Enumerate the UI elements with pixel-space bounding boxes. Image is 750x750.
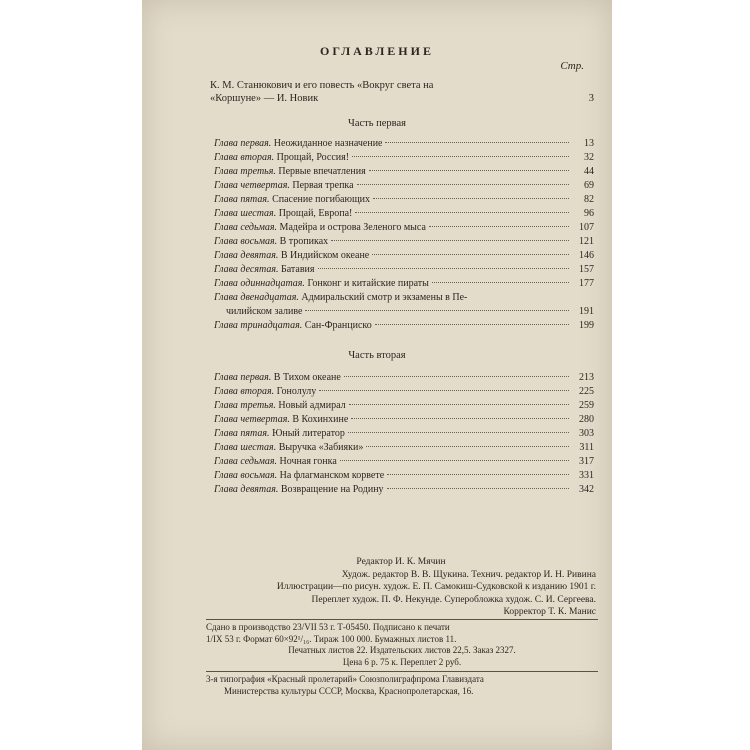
intro-line-2: «Коршуне» — И. Новик xyxy=(210,93,319,104)
chapter-page: 303 xyxy=(579,428,594,439)
chapter-label: Глава пятая. xyxy=(214,194,270,205)
printer-line: Министерства культуры СССР, Москва, Краснопролетарская, 16. xyxy=(224,685,474,696)
toc-entry xyxy=(214,456,594,470)
chapter-title: Первые впечатления xyxy=(278,166,366,177)
toc-entry xyxy=(214,152,594,166)
chapter-title: В Кохинхине xyxy=(292,414,349,425)
imprint-line: Цена 6 р. 75 к. Переплет 2 руб. xyxy=(342,656,462,667)
chapter-label: Глава третья. xyxy=(214,166,276,177)
toc-entry xyxy=(214,414,594,428)
credit-editor: Редактор И. К. Мячин xyxy=(356,557,446,567)
toc-entry xyxy=(214,386,594,400)
chapter-title: Мадейра и острова Зеленого мыса xyxy=(279,222,426,233)
credit-binding: Переплет худож. П. Ф. Некунде. Суперобложка худож. С. И. Сергеева. xyxy=(311,594,596,605)
chapter-page: 311 xyxy=(579,442,594,453)
credit-proofreader: Корректор Т. К. Манис xyxy=(503,607,596,617)
chapter-title: Первая трепка xyxy=(292,180,354,191)
chapter-title: Гонолулу xyxy=(276,386,317,397)
chapter-page: 96 xyxy=(584,208,594,219)
toc-title: ОГЛАВЛЕНИЕ xyxy=(320,44,434,58)
toc-entry xyxy=(214,470,594,484)
chapter-label: Глава вторая. xyxy=(214,152,275,163)
dot-leader xyxy=(355,212,569,213)
chapter-title: Гонконг и китайские пираты xyxy=(307,278,429,289)
chapter-page: 259 xyxy=(579,400,594,411)
dot-leader xyxy=(387,474,569,475)
chapter-page: 199 xyxy=(579,320,594,331)
toc-entry xyxy=(214,320,594,334)
chapter-label: Глава тринадцатая. xyxy=(214,320,303,331)
chapter-title: Спасение погибающих xyxy=(272,194,371,205)
toc-entry xyxy=(214,292,594,320)
divider xyxy=(206,619,598,620)
chapter-page: 69 xyxy=(584,180,594,191)
toc-entry xyxy=(214,400,594,414)
chapter-title: Прощай, Европа! xyxy=(278,208,353,219)
chapter-label: Глава седьмая. xyxy=(214,456,278,467)
dot-leader xyxy=(340,460,569,461)
toc-entry xyxy=(214,250,594,264)
chapter-label: Глава четвертая. xyxy=(214,180,290,191)
chapter-label: Глава третья. xyxy=(214,400,276,411)
toc-entry xyxy=(214,372,594,386)
chapter-page: 225 xyxy=(579,386,594,397)
dot-leader xyxy=(348,432,569,433)
chapter-label: Глава вторая. xyxy=(214,386,275,397)
chapter-page: 107 xyxy=(579,222,594,233)
dot-leader xyxy=(331,240,569,241)
toc-entry xyxy=(214,180,594,194)
toc-entry xyxy=(214,166,594,180)
chapter-title: В тропиках xyxy=(279,236,329,247)
chapter-label: Глава шестая. xyxy=(214,208,277,219)
chapter-title: Неожиданное назначение xyxy=(273,138,383,149)
chapter-label: Глава девятая. xyxy=(214,484,279,495)
credit-illustrations: Иллюстрации—по рисун. худож. Е. П. Самокиш-Судковской к изданию 1901 г. xyxy=(276,582,596,592)
dot-leader xyxy=(357,184,569,185)
toc-entry xyxy=(214,194,594,208)
toc-entry xyxy=(214,278,594,292)
chapter-title: Возвращение на Родину xyxy=(280,484,384,495)
divider xyxy=(206,671,598,672)
chapter-label: Глава пятая. xyxy=(214,428,270,439)
chapter-label: Глава седьмая. xyxy=(214,222,278,233)
chapter-page: 121 xyxy=(579,236,594,247)
chapter-title: Новый адмирал xyxy=(278,400,346,411)
chapter-label: Глава одиннадцатая. xyxy=(214,278,305,289)
chapter-label: Глава восьмая. xyxy=(214,236,278,247)
chapter-page: 157 xyxy=(579,264,594,275)
credit-art-editor: Худож. редактор В. В. Щукина. Технич. редактор И. Н. Ривина xyxy=(341,569,596,580)
intro-line-1: К. М. Станюкович и его повесть «Вокруг света на xyxy=(210,80,434,91)
dot-leader xyxy=(429,226,569,227)
toc-entry xyxy=(214,138,594,152)
book-page xyxy=(142,0,612,750)
dot-leader xyxy=(366,446,569,447)
chapter-page: 213 xyxy=(579,372,594,383)
chapter-title: На флагманском корвете xyxy=(279,470,385,481)
chapter-page: 13 xyxy=(584,138,594,149)
toc-entry xyxy=(214,264,594,278)
chapter-title: Батавия xyxy=(280,264,315,275)
chapter-label: Глава первая. xyxy=(214,372,272,383)
chapter-page: 82 xyxy=(584,194,594,205)
chapter-page: 331 xyxy=(579,470,594,481)
chapter-label: Глава девятая. xyxy=(214,250,279,261)
dot-leader xyxy=(349,404,569,405)
imprint-line: Сдано в производство 23/VII 53 г. Т-05450. Подписано к печати xyxy=(206,622,450,632)
chapter-title: Адмиральский смотр и экзамены в Пе- xyxy=(301,292,468,303)
chapter-title: Юный литератор xyxy=(272,428,345,439)
chapter-page: 44 xyxy=(584,166,594,177)
chapter-page: 280 xyxy=(579,414,594,425)
toc-entry xyxy=(214,442,594,456)
toc-entry xyxy=(214,208,594,222)
chapter-label: Глава четвертая. xyxy=(214,414,290,425)
toc-entry xyxy=(214,484,594,498)
chapter-page: 177 xyxy=(579,278,594,289)
toc-entry xyxy=(214,428,594,442)
part-two-title: Часть вторая xyxy=(348,350,406,361)
intro-entry xyxy=(210,79,594,105)
credits-block xyxy=(206,556,596,619)
toc-entry xyxy=(214,222,594,236)
part-two-toc xyxy=(214,372,594,498)
chapter-title-continued: чилийском заливе xyxy=(226,306,303,317)
chapter-title: В Тихом океане xyxy=(273,372,341,383)
chapter-page: 317 xyxy=(579,456,594,467)
toc-entry xyxy=(214,236,594,250)
chapter-page: 146 xyxy=(579,250,594,261)
imprint-block xyxy=(206,622,598,668)
printer-block xyxy=(206,674,598,697)
dot-leader xyxy=(385,142,569,143)
dot-leader xyxy=(369,170,569,171)
dot-leader xyxy=(372,254,569,255)
dot-leader xyxy=(387,488,569,489)
imprint-line: 1/IX 53 г. Формат 60×92¹/₁₆. Тираж 100 000. Бумажных листов 11. xyxy=(206,633,457,644)
dot-leader xyxy=(318,268,569,269)
intro-page: 3 xyxy=(588,93,594,104)
page-column-label: Стр. xyxy=(560,60,584,72)
imprint-line: Печатных листов 22. Издательских листов 22,5. Заказ 2327. xyxy=(288,645,516,655)
chapter-title: В Индийском океане xyxy=(280,250,370,261)
dot-leader xyxy=(373,198,569,199)
chapter-page: 32 xyxy=(584,152,594,163)
part-one-title: Часть первая xyxy=(348,118,406,129)
chapter-label: Глава двенадцатая. xyxy=(214,292,299,303)
chapter-title: Ночная гонка xyxy=(279,456,337,467)
dot-leader xyxy=(305,310,569,311)
chapter-label: Глава шестая. xyxy=(214,442,277,453)
chapter-title: Выручка «Забияки» xyxy=(278,442,364,453)
chapter-title: Прощай, Россия! xyxy=(276,152,350,163)
dot-leader xyxy=(432,282,569,283)
chapter-page: 191 xyxy=(579,306,594,317)
dot-leader xyxy=(351,418,569,419)
part-one-toc xyxy=(214,138,594,334)
dot-leader xyxy=(319,390,569,391)
printer-line: 3-я типография «Красный пролетарий» Союзполиграфпрома Главиздата xyxy=(206,674,484,684)
dot-leader xyxy=(344,376,569,377)
chapter-page: 342 xyxy=(579,484,594,495)
chapter-label: Глава первая. xyxy=(214,138,272,149)
chapter-label: Глава десятая. xyxy=(214,264,279,275)
chapter-label: Глава восьмая. xyxy=(214,470,278,481)
chapter-title: Сан-Франциско xyxy=(304,320,372,331)
dot-leader xyxy=(352,156,569,157)
dot-leader xyxy=(375,324,569,325)
